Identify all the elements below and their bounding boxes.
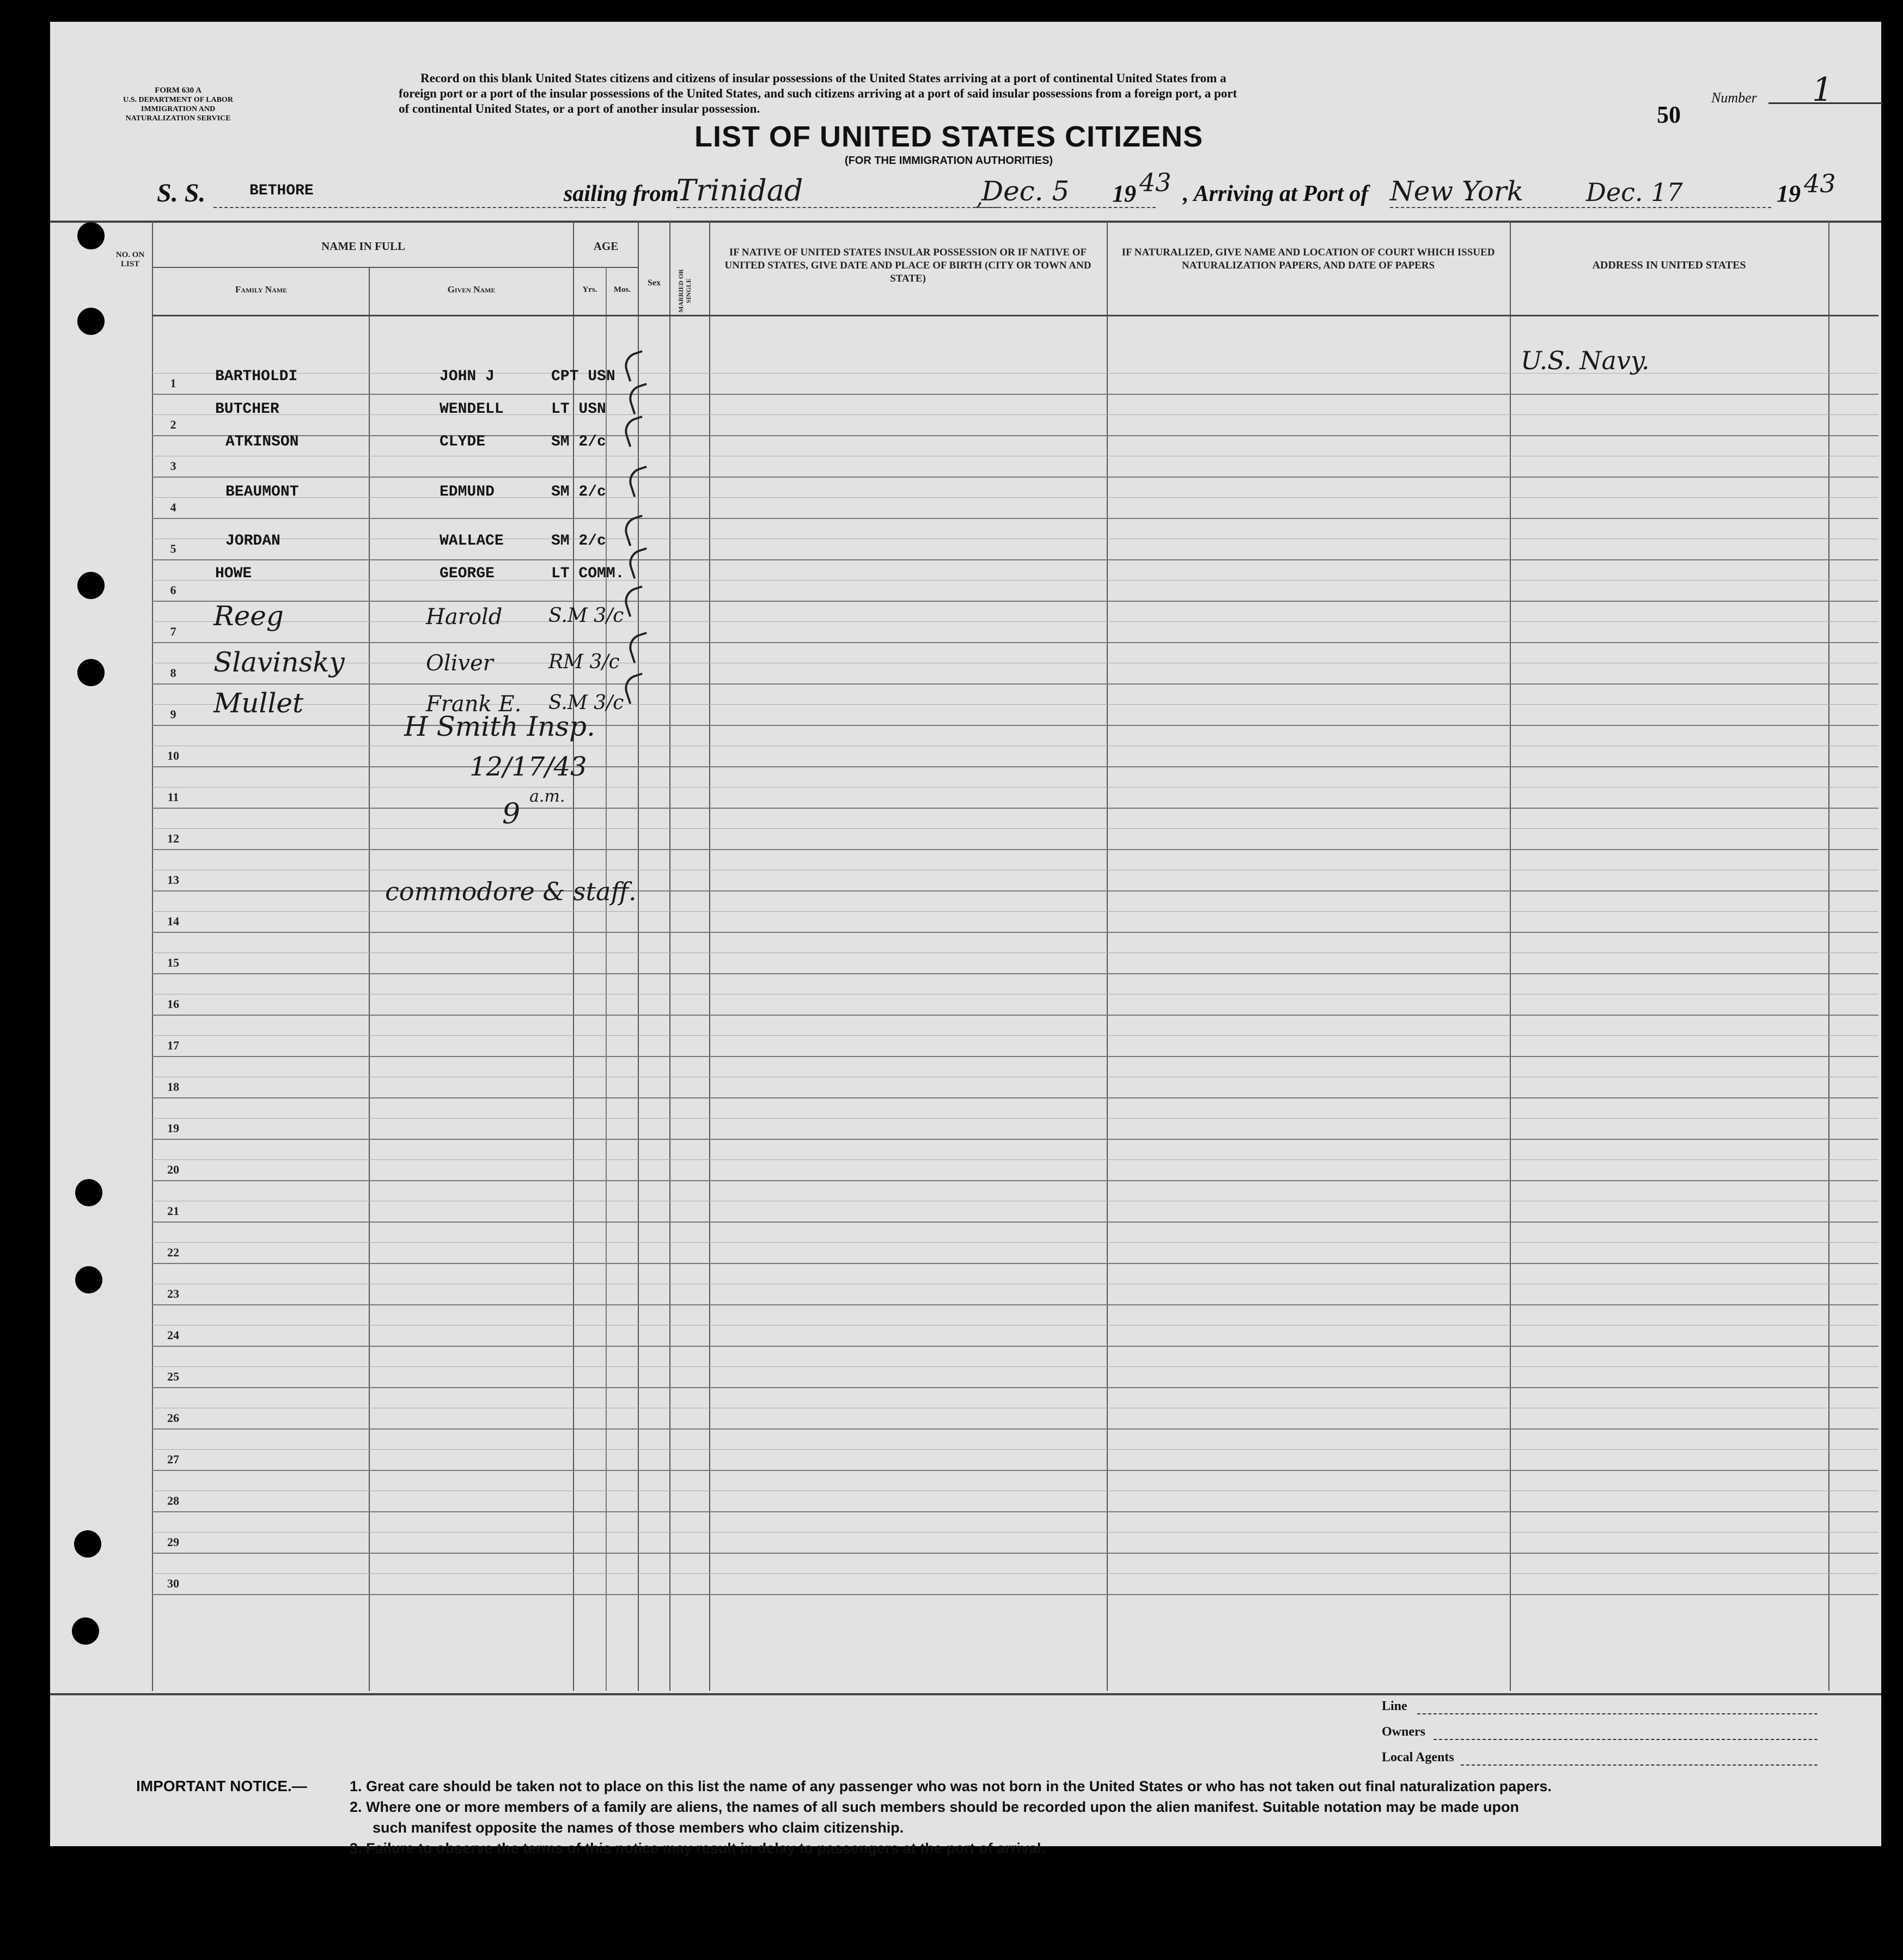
arrival-port: New York: [1390, 175, 1523, 207]
inspector-signature: H Smith Insp.: [404, 711, 595, 742]
notice-title: IMPORTANT NOTICE.—: [136, 1778, 307, 1794]
row-subrule: [152, 1035, 1878, 1036]
punch-hole: [77, 572, 105, 599]
given-name-cell: EDMUND: [440, 484, 495, 500]
yrs-mos-divider: [606, 267, 607, 1691]
address-row-1: U.S. Navy.: [1521, 346, 1650, 375]
row-number: 25: [167, 1370, 179, 1383]
commodore-note: commodore & staff.: [385, 877, 637, 906]
header-married-single: MARRIED OR SINGLE: [677, 269, 692, 313]
row-number: 16: [167, 997, 179, 1011]
row-number: 10: [167, 749, 179, 762]
row-number: 7: [170, 625, 176, 638]
row-rule: [152, 1015, 1878, 1016]
row-number: 29: [167, 1535, 179, 1549]
row-subrule: [152, 1449, 1878, 1450]
record-note-line-1: Record on this blank United States citizens and citizens of insular possessions of the United States arriving at a port of continental United States from a: [420, 71, 1227, 85]
family-name-cell: BARTHOLDI: [215, 368, 298, 385]
rank-cell: LT COMM.: [551, 565, 625, 582]
notice-item-2a: 2. Where one or more members of a family are aliens, the names of all such members should be recorded upon the alien manifest. Suitable notation may be made upon: [350, 1799, 1520, 1815]
form-id-block: [121, 86, 235, 123]
form-number: FORM 630 A: [155, 86, 202, 95]
ship-fill-line: [214, 207, 606, 208]
punch-hole: [77, 222, 105, 249]
record-note-line-2: foreign port or a port of the insular possessions of the United States, and such citizens arriving at a port of said insular possessions from a foreign port, a port: [399, 87, 1237, 100]
row-number: 3: [170, 459, 176, 473]
row-number: 2: [170, 418, 176, 431]
row-rule: [152, 1470, 1878, 1471]
rank-cell: LT USN: [551, 401, 606, 418]
number-value: 1: [1812, 71, 1833, 109]
family-name-cell: HOWE: [215, 565, 252, 582]
sail-year: 43: [1139, 168, 1172, 197]
row-number: 13: [167, 873, 179, 887]
row-rule: [152, 1428, 1878, 1430]
row-rule: [152, 1553, 1878, 1554]
given-name-cell: WALLACE: [440, 533, 504, 549]
punch-hole: [77, 659, 105, 686]
row-rule: [152, 932, 1878, 933]
arrival-date: Dec. 17: [1586, 178, 1683, 207]
row-subrule: [152, 1366, 1878, 1367]
rank-cell: S.M 3/c: [548, 605, 624, 627]
row-number: 6: [170, 583, 176, 597]
row-subrule: [152, 1242, 1878, 1243]
punch-hole: [72, 1617, 99, 1645]
rank-cell: S.M 3/c: [548, 692, 624, 714]
row-rule: [152, 1097, 1878, 1098]
agent-block: [1382, 1694, 1454, 1770]
sail-date: Dec. 5: [981, 175, 1070, 207]
number-label: Number: [1711, 90, 1757, 106]
sailing-fill-line: [676, 207, 998, 208]
arriving-label: , Arriving at Port of: [1183, 181, 1369, 206]
row-number: 22: [167, 1245, 179, 1259]
header-no-on-list: NO. ON LIST: [115, 251, 145, 268]
service-name: IMMIGRATION AND NATURALIZATION SERVICE: [125, 105, 231, 123]
year-prefix-2: 19: [1777, 180, 1801, 207]
row-number: 14: [167, 914, 179, 928]
row-subrule: [152, 621, 1878, 622]
manifest-sheet: [50, 22, 1881, 1857]
sailing-from: Trinidad: [676, 173, 803, 207]
row-number: 1: [170, 376, 176, 390]
row-rule: [152, 1511, 1878, 1512]
row-subrule: [152, 1325, 1878, 1326]
row-number: 9: [170, 707, 176, 721]
notice-item-3: 3. Failure to observe the terms of this notice may result in delay to passengers at the port of arrival.: [350, 1840, 1045, 1857]
department: U.S. DEPARTMENT OF LABOR: [123, 96, 233, 104]
header-given-name: Given Name: [447, 284, 496, 295]
row-subrule: [152, 580, 1878, 581]
punch-hole: [75, 1179, 102, 1206]
row-rule: [152, 683, 1878, 685]
row-rule: [152, 435, 1878, 436]
line-label: Line: [1382, 1699, 1407, 1713]
owners-fill: [1434, 1739, 1817, 1740]
family-name-cell: JORDAN: [225, 533, 280, 549]
row-rule: [152, 1180, 1878, 1181]
row-rule: [152, 601, 1878, 602]
col-divider: [369, 267, 370, 1691]
rank-cell: RM 3/c: [548, 651, 620, 673]
given-name-cell: JOHN J: [440, 368, 495, 385]
row-number: 19: [167, 1121, 179, 1135]
arrival-year: 43: [1804, 169, 1836, 198]
header-sex: Sex: [648, 278, 661, 288]
family-name-cell: ATKINSON: [225, 433, 299, 450]
row-rule: [152, 394, 1878, 395]
row-subrule: [152, 911, 1878, 912]
record-note: [399, 71, 1619, 117]
manifest-table: [50, 221, 1881, 1695]
record-note-line-3: of continental United States, or a port of another insular possession.: [399, 102, 760, 115]
ss-label: S. S.: [157, 179, 206, 207]
row-subrule: [152, 952, 1878, 953]
row-number: 11: [167, 790, 179, 804]
rank-cell: SM 2/c: [551, 433, 606, 450]
rank-cell: SM 2/c: [551, 484, 606, 500]
row-number: 23: [167, 1287, 179, 1300]
year-prefix-1: 19: [1112, 180, 1136, 207]
page-subtitle: (FOR THE IMMIGRATION AUTHORITIES): [844, 155, 1053, 167]
row-number: 26: [167, 1411, 179, 1425]
inspection-time-suffix: a.m.: [529, 787, 565, 806]
header-native: IF NATIVE OF UNITED STATES INSULAR POSSESSION OR IF NATIVE OF UNITED STATES, GIVE DATE AND PLACE OF BIRTH (CITY OR TOWN AND STATE): [724, 247, 1091, 284]
agents-fill: [1461, 1764, 1817, 1766]
arrival-fill-line: [1390, 207, 1771, 208]
header-naturalized: IF NATURALIZED, GIVE NAME AND LOCATION OF COURT WHICH ISSUED NATURALIZATION PAPERS, AND DATE OF PAPERS: [1121, 247, 1495, 271]
family-name-cell: Reeg: [214, 600, 284, 632]
row-number: 28: [167, 1494, 179, 1507]
punch-hole: [74, 1530, 101, 1558]
row-number: 20: [167, 1163, 179, 1176]
given-name-cell: Oliver: [426, 651, 493, 676]
inspection-time: 9: [502, 798, 521, 831]
header-address: ADDRESS IN UNITED STATES: [1592, 259, 1746, 271]
row-number: 15: [167, 956, 179, 969]
row-number: 30: [167, 1577, 179, 1590]
header-bottom-rule: [152, 315, 1878, 316]
given-name-cell: Frank E.: [426, 692, 522, 717]
given-name-cell: GEORGE: [440, 565, 495, 582]
notice-item-1: 1. Great care should be taken not to place on this list the name of any passenger who was not born in the United States or who has not taken out final naturalization papers.: [350, 1778, 1552, 1794]
row-rule: [152, 1222, 1878, 1223]
page-title: LIST OF UNITED STATES CITIZENS: [694, 120, 1203, 153]
owners-label: Owners: [1382, 1725, 1425, 1739]
page-number: 50: [1657, 101, 1681, 128]
header-age: AGE: [593, 240, 619, 253]
given-name-cell: CLYDE: [440, 433, 486, 450]
row-rule: [152, 477, 1878, 478]
ship-name: BETHORE: [249, 182, 314, 199]
rank-cell: SM 2/c: [551, 533, 606, 549]
family-name-cell: BEAUMONT: [225, 484, 299, 500]
family-name-cell: Slavinsky: [214, 646, 345, 678]
header-family-name: Family Name: [235, 284, 288, 295]
row-rule: [152, 1139, 1878, 1140]
row-number: 17: [167, 1039, 179, 1052]
row-number: 18: [167, 1080, 179, 1094]
inspection-date: 12/17/43: [469, 752, 587, 782]
given-name-cell: WENDELL: [440, 401, 504, 418]
row-subrule: [152, 1159, 1878, 1160]
given-name-cell: Harold: [426, 605, 503, 630]
header-name-in-full: NAME IN FULL: [321, 240, 405, 253]
row-rule: [152, 518, 1878, 519]
sailing-label: sailing from: [564, 181, 679, 206]
header-mos: Mos.: [613, 285, 631, 294]
family-name-cell: Mullet: [214, 687, 304, 719]
row-number: 24: [167, 1328, 179, 1342]
row-number: 5: [170, 542, 176, 555]
row-number: 21: [167, 1204, 179, 1218]
line-fill: [1417, 1713, 1817, 1714]
row-rule: [152, 642, 1878, 643]
row-rule: [152, 973, 1878, 974]
punch-hole: [75, 1266, 102, 1293]
local-agents-label: Local Agents: [1382, 1750, 1454, 1764]
row-subrule: [152, 1573, 1878, 1574]
row-rule: [152, 1387, 1878, 1388]
row-rule: [152, 1594, 1878, 1595]
row-rule: [152, 766, 1878, 767]
punch-hole: [77, 308, 105, 335]
header-yrs: Yrs.: [582, 285, 597, 294]
row-number: 4: [170, 500, 176, 514]
row-number: 8: [170, 666, 176, 680]
rank-cell: CPT USN: [551, 368, 615, 385]
row-rule: [152, 1304, 1878, 1305]
name-group-divider: [152, 267, 638, 268]
comma-1: ,: [976, 185, 983, 210]
row-subrule: [152, 497, 1878, 498]
row-subrule: [152, 414, 1878, 415]
row-number: 27: [167, 1452, 179, 1466]
row-number: 12: [167, 832, 179, 845]
row-rule: [152, 1263, 1878, 1264]
row-subrule: [152, 1118, 1878, 1119]
family-name-cell: BUTCHER: [215, 401, 279, 418]
notice-item-2b: such manifest opposite the names of those members who claim citizenship.: [373, 1819, 904, 1836]
row-rule: [152, 1346, 1878, 1347]
row-rule: [152, 559, 1878, 560]
row-rule: [152, 849, 1878, 850]
row-subrule: [152, 704, 1878, 705]
row-rule: [152, 808, 1878, 809]
row-subrule: [152, 828, 1878, 829]
row-rule: [152, 1056, 1878, 1057]
